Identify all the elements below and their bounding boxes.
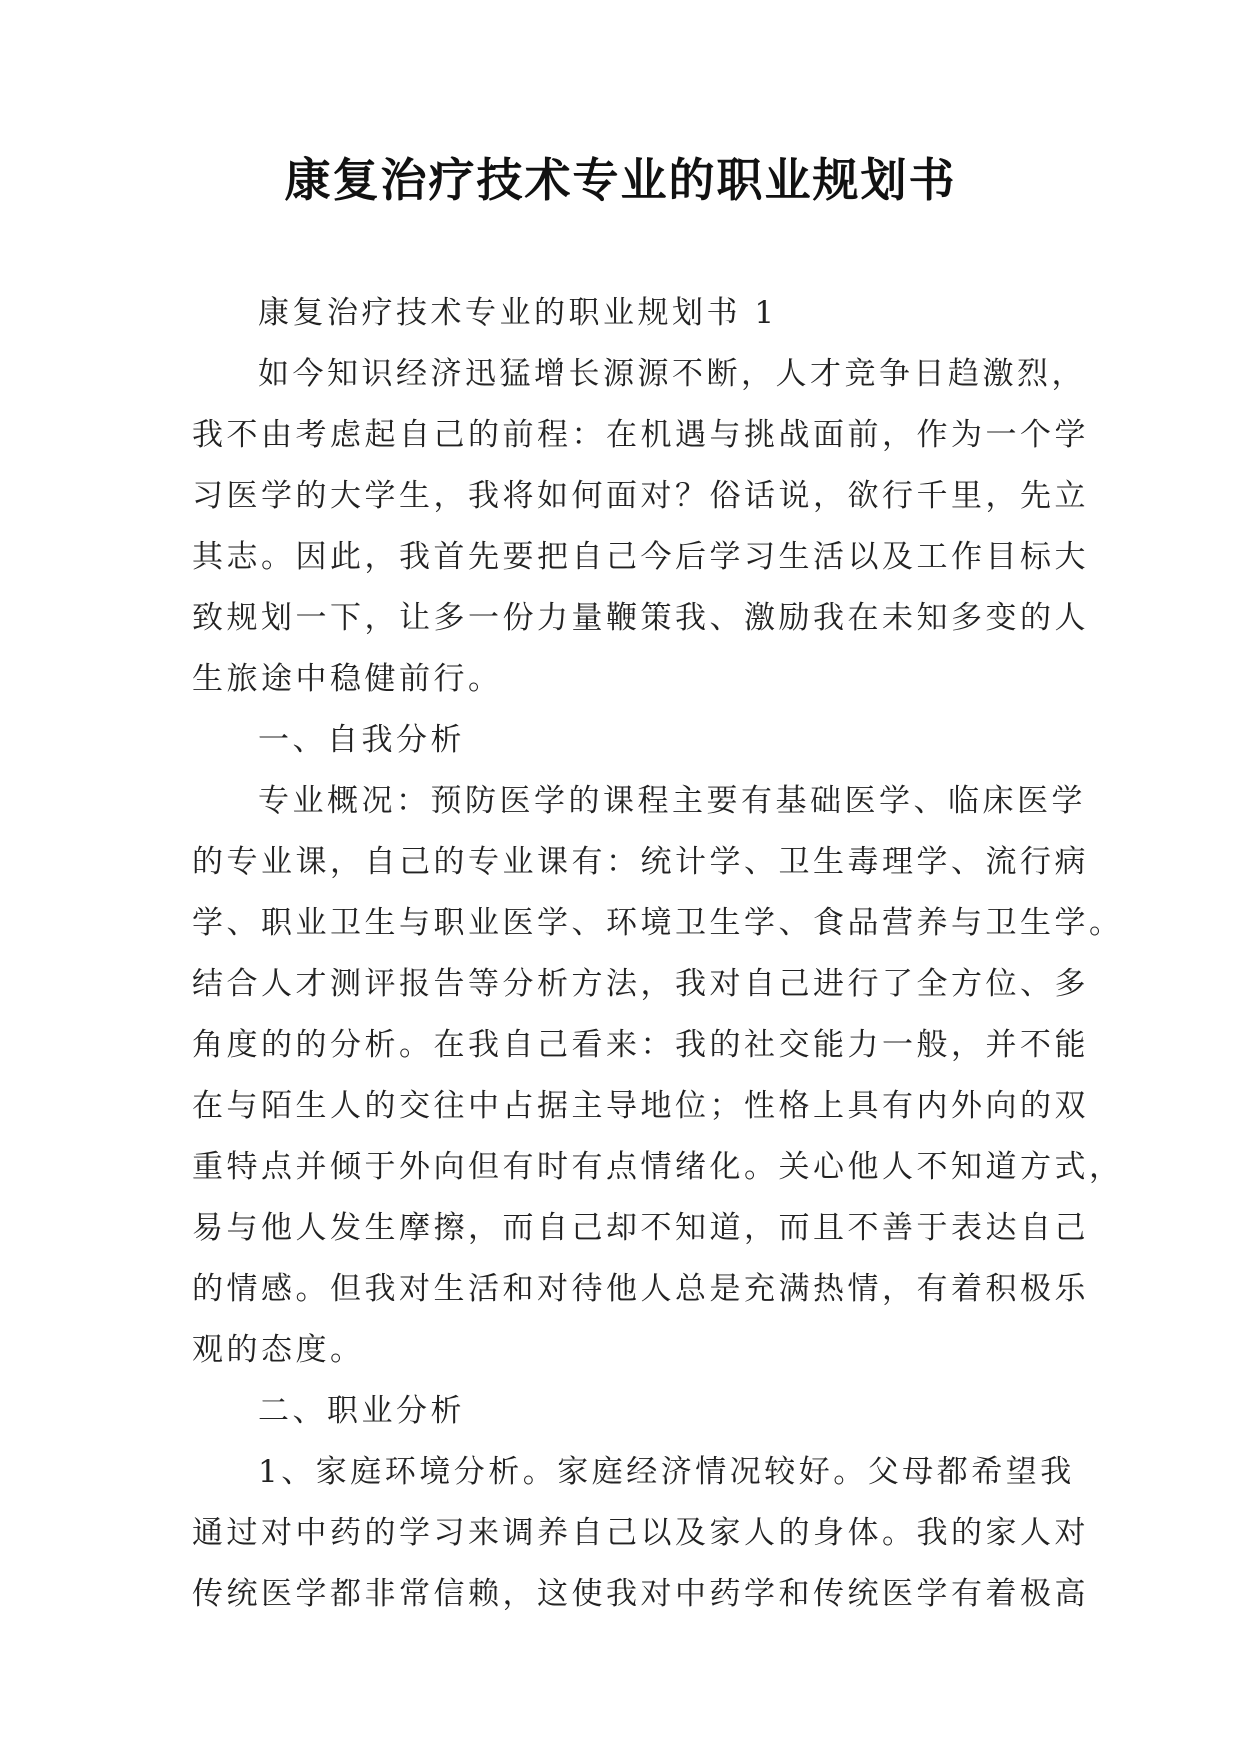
text-line: 生旅途中稳健前行。	[192, 661, 503, 697]
text-line: 其志。因此，我首先要把自己今后学习生活以及工作目标大	[192, 539, 1089, 575]
text-line: 结合人才测评报告等分析方法，我对自己进行了全方位、多	[192, 966, 1089, 1002]
text-line: 在与陌生人的交往中占据主导地位；性格上具有内外向的双	[192, 1088, 1089, 1124]
text-line: 一、自我分析	[258, 722, 465, 758]
document-body	[192, 283, 1124, 1625]
text-line: 习医学的大学生，我将如何面对？俗话说，欲行千里，先立	[192, 478, 1089, 514]
text-line: 致规划一下，让多一份力量鞭策我、激励我在未知多变的人	[192, 600, 1089, 636]
text-line: 康复治疗技术专业的职业规划书 1	[258, 295, 778, 331]
text-line: 如今知识经济迅猛增长源源不断，人才竞争日趋激烈，	[258, 356, 1086, 392]
document-title: 康复治疗技术专业的职业规划书	[284, 153, 957, 207]
text-line: 的专业课，自己的专业课有：统计学、卫生毒理学、流行病	[192, 844, 1089, 880]
text-line: 观的态度。	[192, 1332, 365, 1368]
text-line: 我不由考虑起自己的前程：在机遇与挑战面前，作为一个学	[192, 417, 1089, 453]
text-line: 通过对中药的学习来调养自己以及家人的身体。我的家人对	[192, 1515, 1089, 1551]
text-line: 的情感。但我对生活和对待他人总是充满热情，有着积极乐	[192, 1271, 1089, 1307]
text-line: 二、职业分析	[258, 1393, 465, 1429]
text-line: 传统医学都非常信赖，这使我对中药学和传统医学有着极高	[192, 1576, 1089, 1612]
text-line: 重特点并倾于外向但有时有点情绪化。关心他人不知道方式，	[192, 1149, 1124, 1185]
text-line: 学、职业卫生与职业医学、环境卫生学、食品营养与卫生学。	[192, 905, 1124, 941]
text-line: 角度的的分析。在我自己看来：我的社交能力一般，并不能	[192, 1027, 1089, 1063]
text-line: 1、家庭环境分析。家庭经济情况较好。父母都希望我	[258, 1454, 1075, 1490]
text-line: 专业概况：预防医学的课程主要有基础医学、临床医学	[258, 783, 1086, 819]
text-line: 易与他人发生摩擦，而自己却不知道，而且不善于表达自己	[192, 1210, 1089, 1246]
